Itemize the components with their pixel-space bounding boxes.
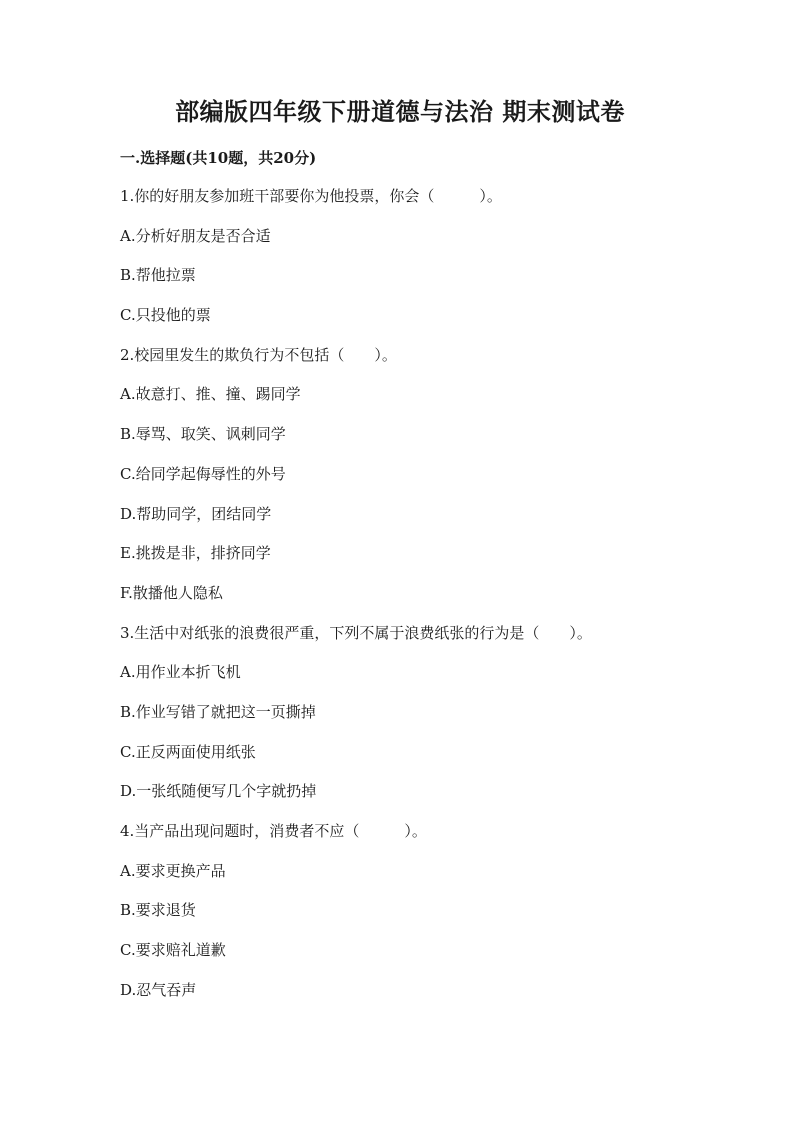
question-stem: 2.校园里发生的欺负行为不包括（ ）。 bbox=[120, 345, 397, 364]
question-3 bbox=[120, 621, 720, 819]
section-heading: 一.选择题(共10题，共20分) bbox=[120, 149, 317, 167]
question-stem: 3.生活中对纸张的浪费很严重，下列不属于浪费纸张的行为是（ ）。 bbox=[120, 623, 592, 642]
answer-option: F.散播他人隐私 bbox=[120, 583, 223, 602]
answer-option: C.只投他的票 bbox=[120, 306, 211, 325]
question-stem: 1.你的好朋友参加班干部要你为他投票，你会（ ）。 bbox=[120, 187, 502, 205]
answer-option: A.分析好朋友是否合适 bbox=[120, 226, 271, 245]
page-title: 部编版四年级下册道德与法治 期末测试卷 bbox=[175, 97, 625, 126]
answer-option: B.帮他拉票 bbox=[120, 266, 196, 285]
answer-option: C.给同学起侮辱性的外号 bbox=[120, 464, 286, 483]
question-4 bbox=[120, 819, 720, 1017]
question-2 bbox=[120, 343, 720, 621]
answer-option: D.忍气吞声 bbox=[120, 980, 197, 999]
question-list bbox=[120, 184, 720, 1017]
answer-option: B.辱骂、取笑、讽刺同学 bbox=[120, 425, 286, 444]
answer-option: A.用作业本折飞机 bbox=[120, 663, 241, 682]
answer-option: D.帮助同学，团结同学 bbox=[120, 504, 272, 523]
answer-option: C.要求赔礼道歉 bbox=[120, 941, 226, 960]
question-stem: 4.当产品出现问题时，消费者不应（ ）。 bbox=[120, 822, 427, 840]
answer-option: A.故意打、推、撞、踢同学 bbox=[120, 385, 301, 404]
answer-option: A.要求更换产品 bbox=[120, 861, 226, 880]
answer-option: E.挑拨是非，排挤同学 bbox=[120, 544, 271, 563]
answer-option: D.一张纸随便写几个字就扔掉 bbox=[120, 782, 317, 801]
answer-option: B.作业写错了就把这一页撕掉 bbox=[120, 702, 316, 721]
question-1 bbox=[120, 184, 720, 343]
answer-option: C.正反两面使用纸张 bbox=[120, 742, 256, 761]
answer-option: B.要求退货 bbox=[120, 901, 196, 920]
